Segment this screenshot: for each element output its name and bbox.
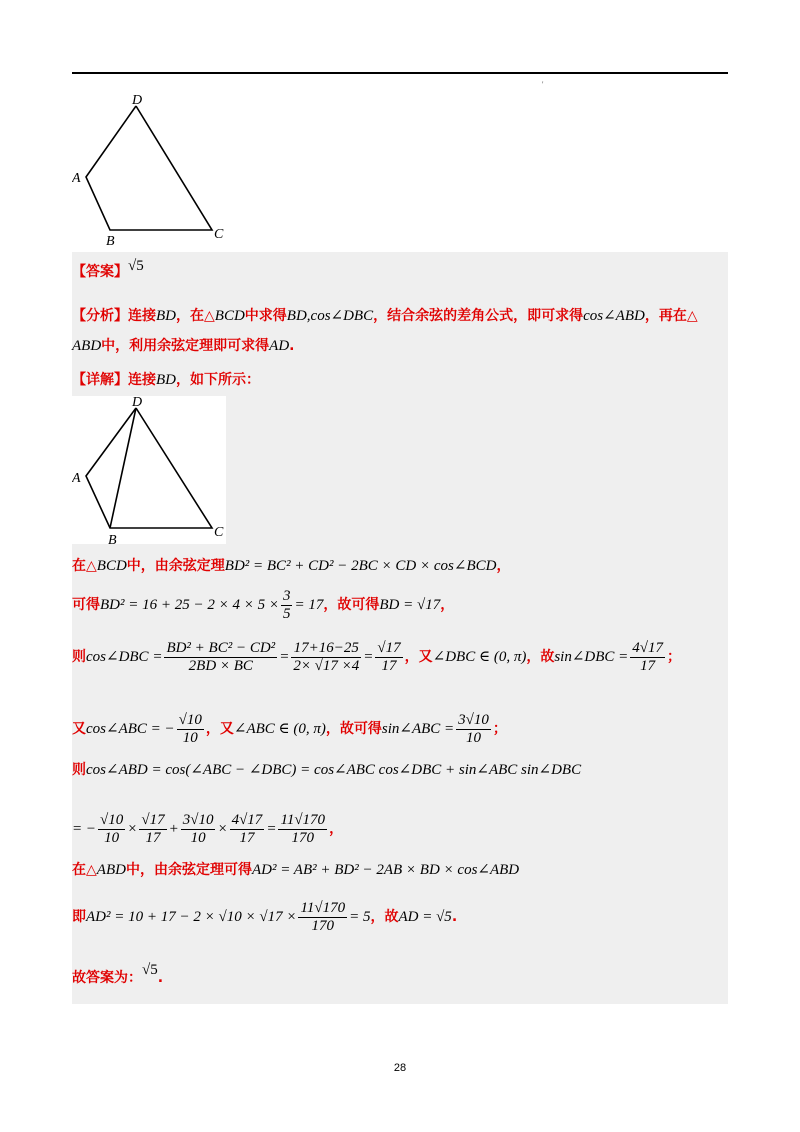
step-text: 在△ xyxy=(72,558,97,574)
page-number: 28 xyxy=(393,1062,407,1074)
step-text: 中，由余弦定理 xyxy=(126,558,225,574)
label-b: B xyxy=(106,234,115,248)
step-4 xyxy=(72,712,507,747)
step-text: 可得 xyxy=(72,596,100,613)
step-math: BD² = BC² + CD² − 2BC × CD × cos∠BCD xyxy=(224,558,497,574)
step-8 xyxy=(72,900,457,935)
step-math: AD² = 10 + 17 − 2 × √10 × √17 × xyxy=(86,908,297,925)
detail-line xyxy=(72,370,260,390)
step-math: = − xyxy=(72,820,96,837)
final-answer xyxy=(72,962,164,988)
step-math: sin∠ABC = xyxy=(381,720,455,737)
fraction: $\frac{√10}{10}$ xyxy=(178,712,202,746)
label-a: A xyxy=(72,471,81,486)
analysis-text: ，再在△ xyxy=(644,308,698,324)
step-text: 中，由余弦定理可得 xyxy=(125,862,252,878)
step-text: ， xyxy=(496,558,511,574)
analysis-math: cos∠ABD xyxy=(583,308,645,324)
step-math: AD = √5 xyxy=(398,908,452,925)
label-d: D xyxy=(132,93,143,108)
step-math: BD = √17 xyxy=(379,596,441,613)
analysis-math: cos∠DBC xyxy=(310,308,374,324)
step-math: = xyxy=(266,820,277,837)
answer-panel xyxy=(72,252,728,1004)
step-math: sin∠DBC = xyxy=(554,648,629,665)
step-3 xyxy=(72,640,681,675)
detail-text: 连接 xyxy=(128,372,156,388)
answer-value: √5 xyxy=(128,258,144,274)
step-text: 则 xyxy=(72,648,86,665)
step-math: cos∠DBC = xyxy=(86,648,163,665)
final-text: . xyxy=(157,970,164,986)
fraction: $\frac{4√17}{17}$ xyxy=(632,640,664,674)
step-2 xyxy=(72,588,454,623)
step-math: + xyxy=(168,820,179,837)
label-d: D xyxy=(132,395,143,410)
step-text: 在△ xyxy=(72,862,97,878)
fraction: $\frac{17+16-25}{2\times √17 \times 4}$ xyxy=(293,640,360,674)
step-6 xyxy=(72,812,343,847)
analysis-text: 连接 xyxy=(128,308,156,324)
fraction: $\frac{√10}{10}$ xyxy=(100,812,124,846)
analysis-math: ABD xyxy=(72,338,102,354)
step-text: 即 xyxy=(72,908,86,925)
analysis-text: ，结合余弦的差角公式，即可求得 xyxy=(373,308,584,324)
fraction: $\frac{4√17}{17}$ xyxy=(231,812,263,846)
label-c: C xyxy=(214,525,224,540)
fraction: $\frac{√17}{17}$ xyxy=(141,812,165,846)
step-text: . xyxy=(451,908,458,925)
fraction: $\frac{3√10}{10}$ xyxy=(458,712,489,746)
quadrilateral-figure-2 xyxy=(72,392,232,548)
step-math: × xyxy=(127,820,138,837)
final-text: 故答案为： xyxy=(72,970,142,986)
quadrilateral-figure-1 xyxy=(72,92,232,248)
analysis-math: BCD xyxy=(214,308,245,324)
step-math: = xyxy=(279,648,290,665)
step-math: ∠DBC ∈ (0, π) xyxy=(432,648,527,665)
analysis-math: BD, xyxy=(286,308,311,324)
step-math: cos∠ABC = − xyxy=(86,720,175,737)
analysis-text: . xyxy=(289,338,295,354)
step-math: = 17 xyxy=(294,596,324,613)
step-text: ，故可得 xyxy=(325,720,382,737)
fraction: $\frac{3}{5}$ xyxy=(282,588,291,622)
step-text: ， xyxy=(440,596,455,613)
step-math: ABD xyxy=(96,862,126,878)
analysis-line-1 xyxy=(72,306,698,326)
fraction: $\frac{\text{BD² + BC² − CD²}}{2BD \times BC}$ xyxy=(166,640,276,674)
label-b: B xyxy=(108,533,117,548)
step-text: ，故可得 xyxy=(323,596,380,613)
step-math: BD² = 16 + 25 − 2 × 4 × 5 × xyxy=(100,596,279,613)
step-text: ，故 xyxy=(370,908,399,925)
step-math: = xyxy=(363,648,374,665)
detail-tag: 【详解】 xyxy=(72,372,128,388)
step-7 xyxy=(72,860,519,880)
analysis-text: 中求得 xyxy=(244,308,287,324)
header-rule xyxy=(72,72,728,74)
analysis-math: AD xyxy=(269,338,290,354)
step-text: ， xyxy=(329,820,344,837)
fraction: $\frac{√17}{17}$ xyxy=(377,640,401,674)
step-text: ，故 xyxy=(526,648,555,665)
step-5 xyxy=(72,760,581,780)
answer-line xyxy=(72,258,144,282)
analysis-text: ，在△ xyxy=(176,308,215,324)
speck-mark: ' xyxy=(542,80,544,89)
final-value: √5 xyxy=(142,962,158,978)
step-math: BCD xyxy=(96,558,127,574)
step-text: ； xyxy=(492,720,507,737)
detail-math: BD xyxy=(156,372,176,388)
analysis-tag: 【分析】 xyxy=(72,308,128,324)
label-a: A xyxy=(72,171,81,186)
step-text: ，又 xyxy=(404,648,433,665)
fraction: $\frac{11√170}{170}$ xyxy=(280,812,326,846)
step-math: cos∠ABD = cos(∠ABC − ∠DBC) = cos∠ABC cos∠DBC + sin∠ABC sin∠DBC xyxy=(86,762,582,778)
analysis-math: BD xyxy=(156,308,176,324)
analysis-text: 中，利用余弦定理即可求得 xyxy=(101,338,270,354)
fraction: $\frac{11√170}{170}$ xyxy=(300,900,346,934)
step-math: AD² = AB² + BD² − 2AB × BD × cos∠ABD xyxy=(251,862,520,878)
step-math: × xyxy=(217,820,228,837)
step-text: ，又 xyxy=(205,720,234,737)
step-text: 则 xyxy=(72,762,86,778)
step-text: ； xyxy=(667,648,682,665)
analysis-line-2 xyxy=(72,336,295,356)
step-math: = 5 xyxy=(349,908,371,925)
step-math: ∠ABC ∈ (0, π) xyxy=(233,720,326,737)
answer-tag: 【答案】 xyxy=(72,264,128,280)
step-text: 又 xyxy=(72,720,86,737)
step-1 xyxy=(72,556,510,576)
detail-text: ，如下所示： xyxy=(176,372,260,388)
fraction: $\frac{3√10}{10}$ xyxy=(182,812,214,846)
label-c: C xyxy=(214,227,224,242)
